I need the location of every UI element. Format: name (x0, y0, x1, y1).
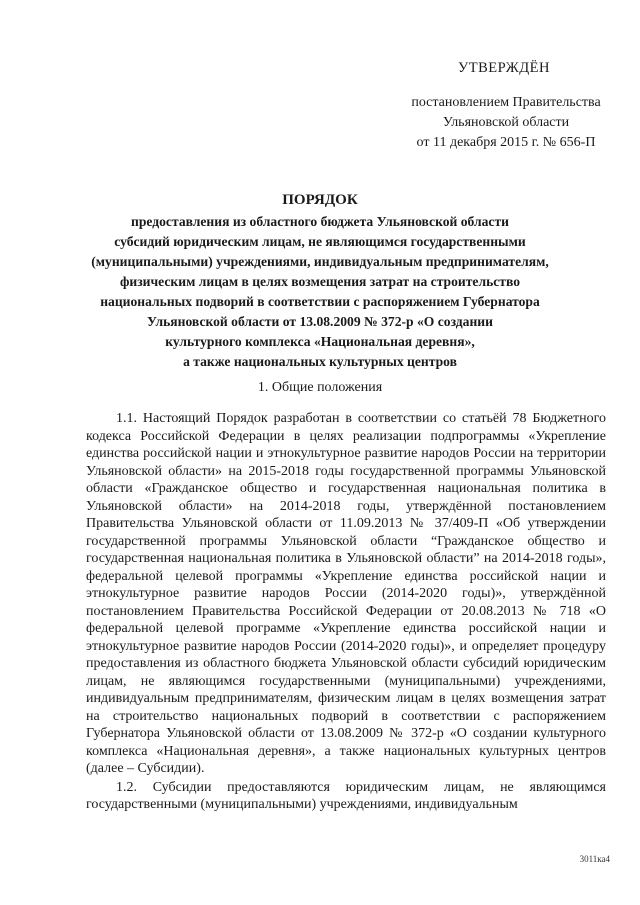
title-line-2: субсидий юридическим лицам, не являющимся государственными (114, 234, 526, 249)
paragraph-1-1: 1.1. Настоящий Порядок разработан в соответствии со статьёй 78 Бюджетного кодекса Российской Федерации в целях реализации подпрограммы «Укрепление единства российской нации и этнокультурное развитие народов России на территории Ульяновской области» на 2015-2018 годы государственной программы Ульяновской области «Гражданское общество и государственная национальная политика в Ульяновской области» на 2014-2018 годы, утверждённой постановлением Правительства Ульяновской области от 11.09.2013 № 37/409-П «Об утверждении государственной программы Ульяновской области “Гражданское общество и государственная национальная политика в Ульяновской области” на 2014-2018 годы», федеральной целевой программы «Укрепление единства российской нации и этнокультурное развитие народов России (2014-2020 годы)», утверждённой постановлением Правительства Российской Федерации от 20.08.2013 № 718 «О федеральной целевой программе «Укрепление единства российской нации и этнокультурное развитие народов России (2014-2020 годы)», и определяет процедуру предоставления из областного бюджета Ульяновской области субсидий юридическим лицам, не являющимся государственными (муниципальными) учреждениями, индивидуальным предпринимателям, физическим лицам в целях возмещения затрат на строительство национальных подворий в соответствии с распоряжением Губернатора Ульяновской области от 13.08.2009 № 372-р «О создании культурного комплекса «Национальная деревня», а также национальных культурных центров (далее – Субсидии). (86, 411, 606, 776)
title-line-4: физическим лицам в целях возмещения затрат на строительство (119, 274, 521, 289)
footer-document-code: 3011ка4 (579, 854, 610, 864)
document-body (86, 410, 606, 814)
approval-block (396, 58, 616, 153)
approval-line-3: от 11 декабря 2015 г. № 656-П (416, 135, 596, 150)
paragraph-1-2: 1.2. Субсидии предоставляются юридическим лицам, не являющимся государственными (муниципальными) учреждениями, индивидуальным (86, 779, 606, 812)
title-line-7: культурного комплекса «Национальная деревня», (165, 334, 475, 349)
document-title-block (60, 190, 580, 372)
section-heading: 1. Общие положения (257, 380, 383, 395)
approval-heading: УТВЕРЖДЁН (458, 60, 550, 76)
title-line-6: Ульяновской области от 13.08.2009 № 372-р «О создании (147, 314, 493, 329)
approval-line-2: Ульяновской области (442, 115, 570, 130)
approval-line-1: постановлением Правительства (411, 95, 601, 110)
document-title: ПОРЯДОК (282, 192, 358, 208)
title-line-3: (муниципальными) учреждениями, индивидуальным предпринимателям, (91, 254, 549, 269)
title-line-1: предоставления из областного бюджета Ульяновской области (131, 214, 509, 229)
title-line-8: а также национальных культурных центров (183, 354, 457, 369)
title-line-5: национальных подворий в соответствии с распоряжением Губернатора (100, 294, 540, 309)
